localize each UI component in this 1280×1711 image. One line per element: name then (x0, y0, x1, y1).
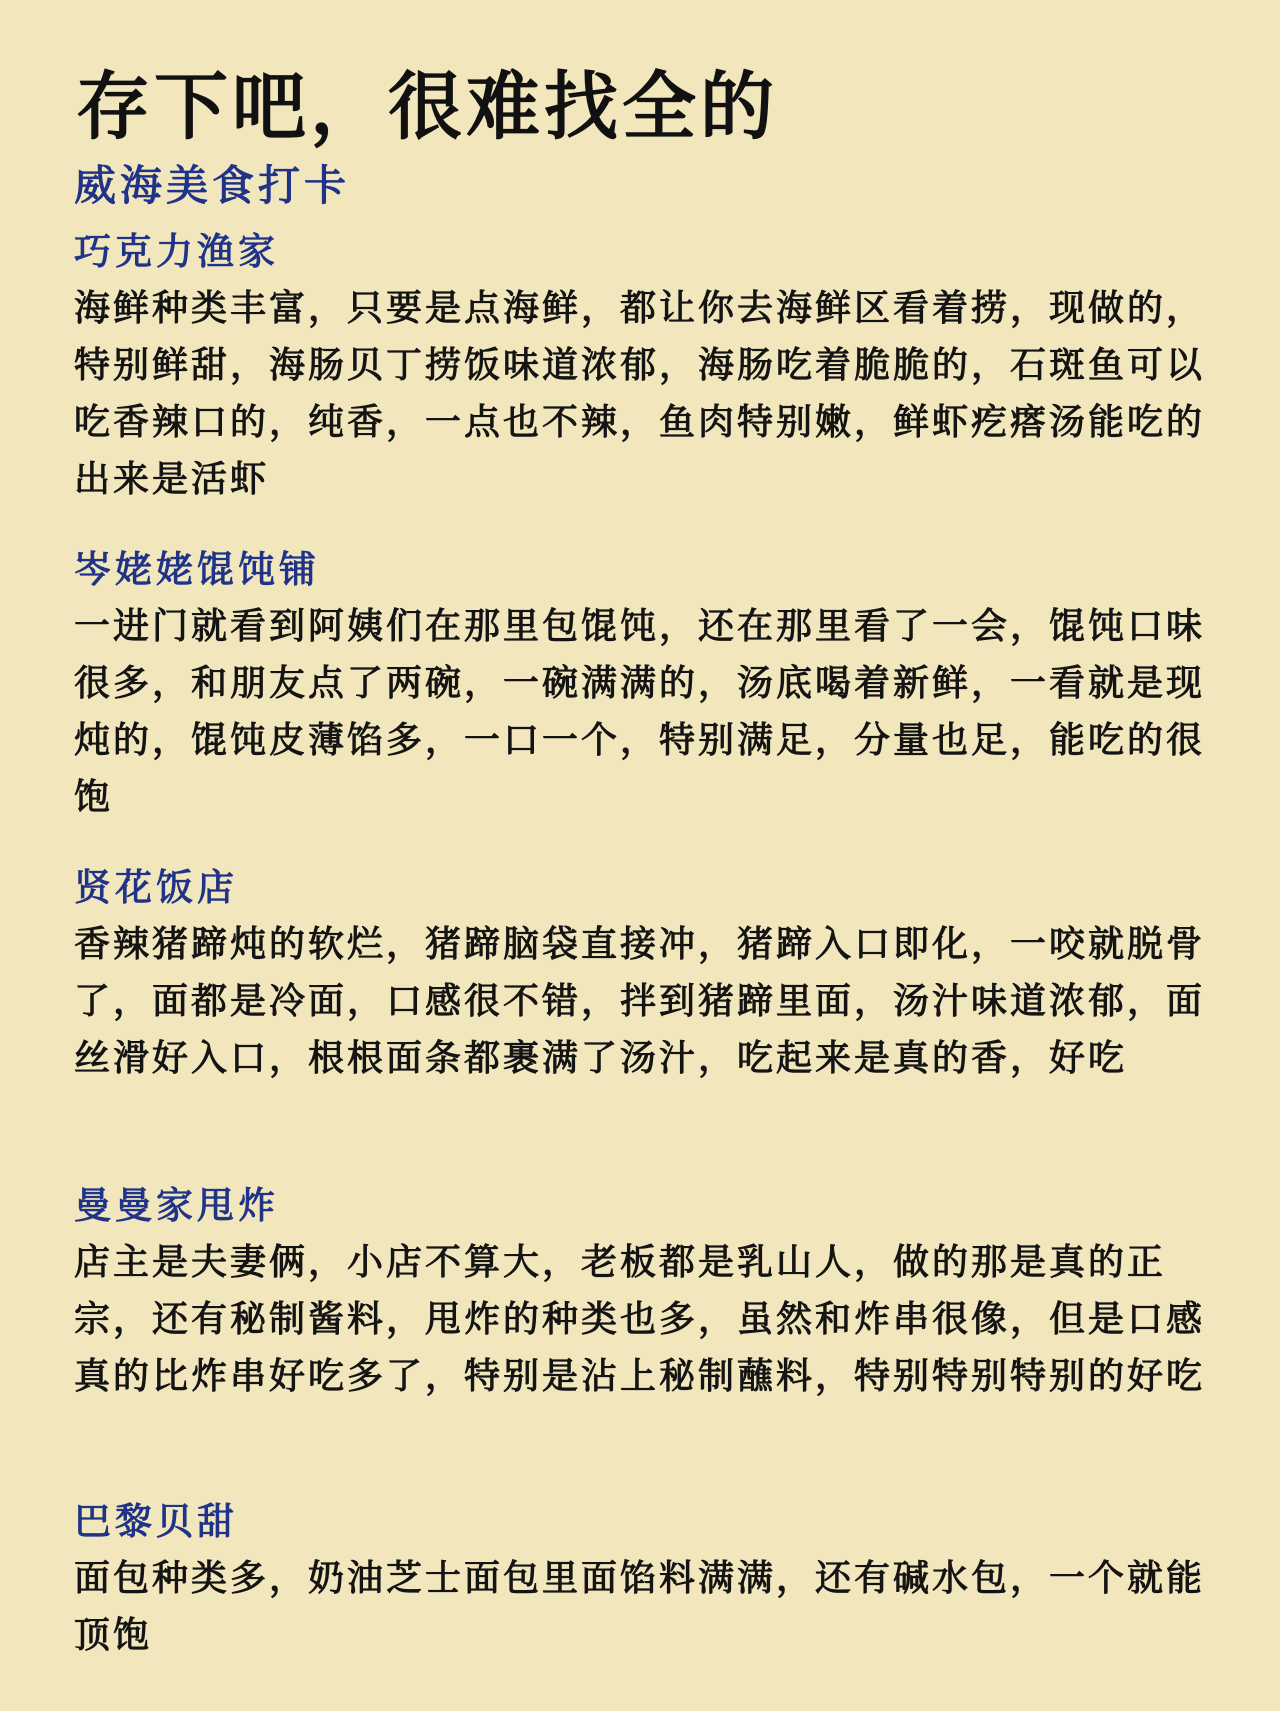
restaurant-review: 面包种类多，奶油芝士面包里面馅料满满，还有碱水包，一个就能顶饱 (74, 1557, 1206, 1656)
restaurant-name: 贤花饭店 (74, 865, 238, 909)
restaurant-section (74, 1496, 1214, 1664)
page-subtitle: 威海美食打卡 (74, 161, 351, 210)
restaurant-name: 巴黎贝甜 (74, 1499, 238, 1543)
restaurant-name: 岑姥姥馄饨铺 (74, 547, 320, 591)
restaurant-name: 曼曼家甩炸 (74, 1183, 279, 1227)
page-title: 存下吧，很难找全的 (76, 64, 778, 150)
restaurant-section (74, 544, 1214, 826)
restaurant-review: 店主是夫妻俩，小店不算大，老板都是乳山人，做的那是真的正宗，还有秘制酱料，甩炸的种类也多，虽然和炸串很像，但是口感真的比炸串好吃多了，特别是沾上秘制蘸料，特别特别特别的好吃 (74, 1241, 1206, 1397)
restaurant-review: 海鲜种类丰富，只要是点海鲜，都让你去海鲜区看着捞，现做的，特别鲜甜，海肠贝丁捞饭味道浓郁，海肠吃着脆脆的，石斑鱼可以吃香辣口的，纯香，一点也不辣，鱼肉特别嫩，鲜虾疙瘩汤能吃的出来是活虾 (74, 287, 1206, 500)
restaurant-section (74, 1180, 1214, 1405)
restaurant-section (74, 226, 1214, 508)
restaurant-name: 巧克力渔家 (74, 229, 279, 273)
restaurant-section (74, 862, 1214, 1087)
restaurant-review: 香辣猪蹄炖的软烂，猪蹄脑袋直接冲，猪蹄入口即化，一咬就脱骨了，面都是冷面，口感很不错，拌到猪蹄里面，汤汁味道浓郁，面丝滑好入口，根根面条都裹满了汤汁，吃起来是真的香，好吃 (74, 923, 1206, 1079)
restaurant-review: 一进门就看到阿姨们在那里包馄饨，还在那里看了一会，馄饨口味很多，和朋友点了两碗，一碗满满的，汤底喝着新鲜，一看就是现炖的，馄饨皮薄馅多，一口一个，特别满足，分量也足，能吃的很饱 (74, 605, 1206, 818)
